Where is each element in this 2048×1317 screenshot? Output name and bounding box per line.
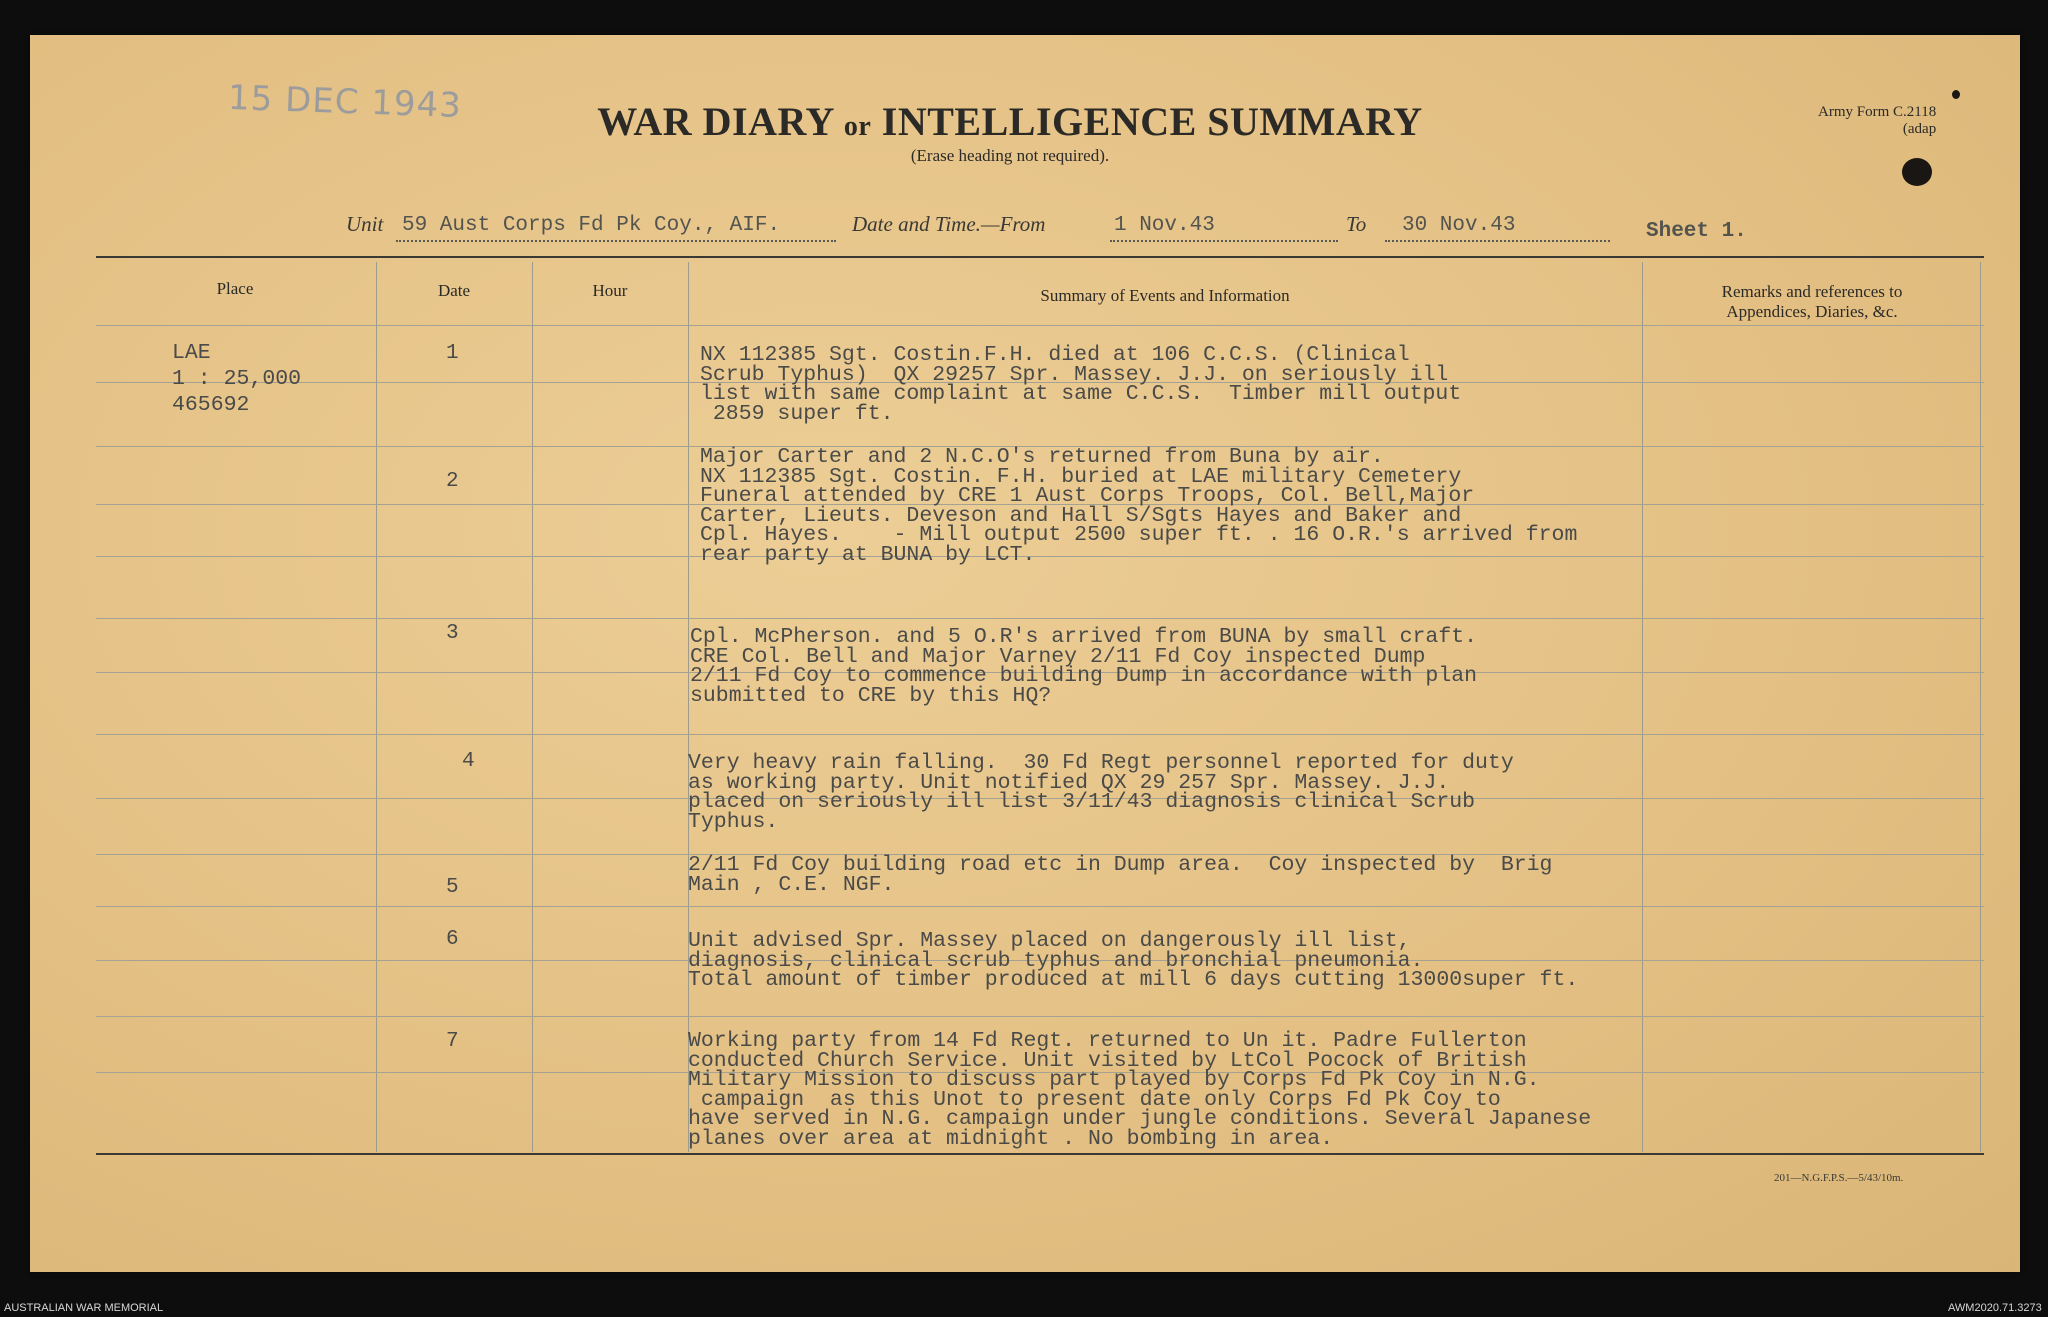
entry-date: 6 (446, 928, 459, 951)
column-header-place: Place (216, 279, 254, 298)
entry-summary: Working party from 14 Fd Regt. returned to Un it. Padre Fullerton conducted Church Service. Unit visited by LtCol Pocock of British Military Mission to discuss part played by Corps Fd Pk Coy in N.G. campaign as this Unot to present date only Corps Fd Pk Coy to have served in N.G. campaign under jungle conditions. Several Japanese planes over area at midnight . No bombing in area. (688, 1029, 1592, 1151)
unit-dotted-line (396, 240, 836, 242)
sheet-number: Sheet 1. (1646, 220, 1747, 243)
entry-date: 1 (446, 342, 459, 365)
column-header-remarks (1652, 282, 1972, 322)
ink-spot-icon (1952, 90, 1960, 99)
entry-date: 5 (446, 876, 459, 899)
entry-date: 7 (446, 1030, 459, 1053)
place-grid-reference: 465692 (172, 393, 250, 417)
unit-label: Unit (346, 212, 384, 236)
header-rule (96, 325, 1984, 326)
to-label: To (1346, 212, 1367, 236)
column-line-place (376, 262, 377, 1152)
archive-caption: AUSTRALIAN WAR MEMORIAL (4, 1302, 164, 1314)
column-line-remarks (1980, 262, 1981, 1152)
column-header-date: Date (437, 281, 471, 300)
column-header-summary: Summary of Events and Information (1040, 286, 1290, 305)
entry-date: 4 (462, 750, 475, 773)
from-dotted-line (1110, 240, 1338, 242)
archive-reference: AWM2020.71.3273 (1948, 1302, 2042, 1314)
entry-summary: Cpl. McPherson. and 5 O.R's arrived from BUNA by small craft. CRE Col. Bell and Major Varney 2/11 Fd Coy inspected Dump 2/11 Fd Coy to commence building Dump in accordance with plan submitted to CRE by this HQ? (690, 625, 1478, 708)
column-line-hour (688, 262, 689, 1152)
column-header-remarks-line1: Remarks and references to (1721, 282, 1903, 301)
entry-summary: Unit advised Spr. Massey placed on dangerously ill list, diagnosis, clinical scrub typhus and bronchial pneumonia. Total amount of timber produced at mill 6 days cutting 13000super ft. (688, 929, 1579, 992)
page-title (590, 98, 1430, 145)
title-or: or (843, 111, 872, 142)
place-name: LAE (172, 341, 211, 365)
entry-summary: 2/11 Fd Coy building road etc in Dump area. Coy inspected by Brig Main , C.E. NGF. (688, 853, 1553, 897)
form-number (1818, 104, 1936, 138)
from-value: 1 Nov.43 (1114, 214, 1215, 237)
title-intelligence-summary: INTELLIGENCE SUMMARY (881, 99, 1423, 144)
print-reference: 201—N.G.F.P.S.—5/43/10m. (1774, 1172, 1904, 1184)
to-value: 30 Nov.43 (1402, 214, 1516, 237)
entry-date: 3 (446, 622, 459, 645)
column-header-remarks-line2: Appendices, Diaries, &c. (1726, 302, 1898, 321)
form-number-line1: Army Form C.2118 (1818, 104, 1937, 120)
entry-summary: Major Carter and 2 N.C.O's returned from Buna by air. NX 112385 Sgt. Costin. F.H. buried at LAE military Cemetery Funeral attended by CRE 1 Aust Corps Troops, Col. Bell,Major Carter, Lieuts. Deveson and Hall S/Sgts Hayes and Baker and Cpl. Hayes. - Mill output 2500 super ft. . 16 O.R.'s arrived from rear party at BUNA by LCT. (700, 445, 1578, 567)
ruled-line (96, 1016, 1984, 1017)
date-received-stamp: 15 DEC 1943 (227, 77, 463, 127)
entry-summary: Very heavy rain falling. 30 Fd Regt personnel reported for duty as working party. Unit notified QX 29 257 Spr. Massey. J.J. placed on seriously ill list 3/11/43 diagnosis clinical Scrub Typhus. (688, 751, 1514, 834)
punch-hole-icon (1902, 158, 1932, 186)
to-dotted-line (1385, 240, 1610, 242)
column-line-summary (1642, 262, 1643, 1152)
entry-summary: NX 112385 Sgt. Costin.F.H. died at 106 C.C.S. (Clinical Scrub Typhus) QX 29257 Spr. Massey. J.J. on seriously ill list with same complaint at same C.C.S. Timber mill output 2859 super ft. (700, 343, 1462, 426)
page-subtitle: (Erase heading not required). (910, 146, 1110, 165)
ruled-line (96, 618, 1984, 619)
ruled-line (96, 906, 1984, 907)
title-war-diary: WAR DIARY (597, 99, 834, 144)
column-header-hour: Hour (592, 281, 628, 300)
table-top-rule (96, 256, 1984, 258)
column-line-date (532, 262, 533, 1152)
form-number-line2: (adap (1902, 121, 1937, 137)
entry-date: 2 (446, 470, 459, 493)
unit-value: 59 Aust Corps Fd Pk Coy., AIF. (402, 214, 781, 237)
place-map-scale: 1 : 25,000 (172, 367, 302, 391)
date-time-label: Date and Time.—From (852, 212, 1046, 236)
ruled-line (96, 734, 1984, 735)
table-bottom-rule (96, 1153, 1984, 1155)
